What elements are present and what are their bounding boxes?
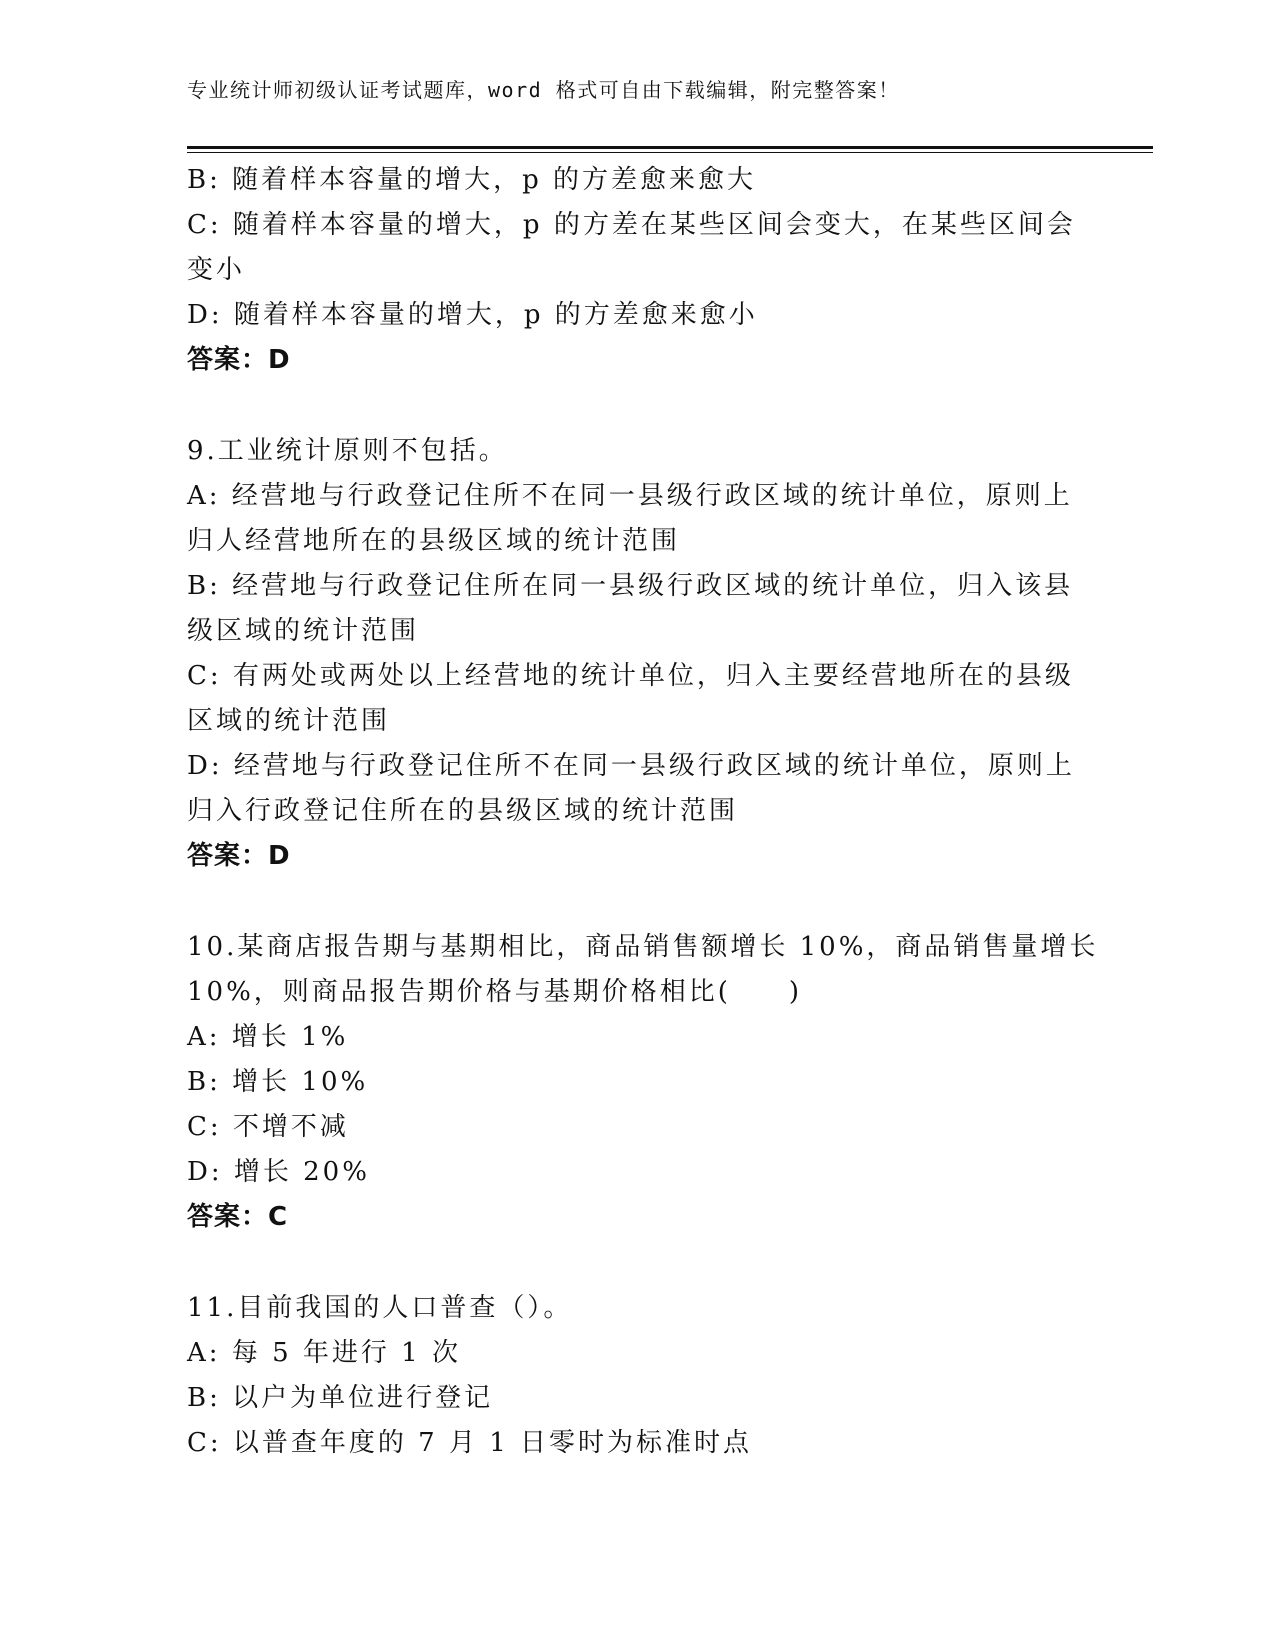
question-block — [187, 925, 1099, 1240]
option-line: 归入行政登记住所在的县级区域的统计范围 — [187, 796, 739, 826]
question-stem: 9.工业统计原则不包括。 — [187, 436, 508, 466]
option-line: C: 有两处或两处以上经营地的统计单位，归入主要经营地所在的县级 — [187, 661, 1074, 691]
option-line: C: 以普查年度的 7 月 1 日零时为标准时点 — [187, 1428, 753, 1458]
option-line: C: 随着样本容量的增大，p 的方差在某些区间会变大，在某些区间会 — [187, 210, 1076, 240]
option-line: D: 随着样本容量的增大，p 的方差愈来愈小 — [187, 300, 758, 330]
option-line: B: 以户为单位进行登记 — [187, 1383, 494, 1413]
header-rule-thin — [187, 152, 1153, 153]
page-header: 专业统计师初级认证考试题库，word 格式可自由下载编辑，附完整答案！ — [187, 78, 900, 102]
option-line: A: 增长 1% — [187, 1022, 349, 1052]
question-stem: 10%，则商品报告期价格与基期价格相比( ) — [187, 977, 803, 1007]
option-line: A: 每 5 年进行 1 次 — [187, 1338, 461, 1368]
question-stem: 10.某商店报告期与基期相比，商品销售额增长 10%，商品销售量增长 — [187, 932, 1099, 962]
question-content — [187, 158, 1099, 1466]
question-block — [187, 429, 1087, 879]
option-line: C: 不增不减 — [187, 1112, 349, 1142]
question-stem: 11.目前我国的人口普查（）。 — [187, 1293, 573, 1323]
option-line: A: 经营地与行政登记住所不在同一县级行政区域的统计单位，原则上 — [187, 481, 1073, 511]
question-block — [187, 158, 1087, 383]
option-line: 区域的统计范围 — [187, 706, 391, 736]
question-block — [187, 1286, 1087, 1466]
option-line: B: 增长 10% — [187, 1067, 369, 1097]
option-line: 变小 — [187, 255, 246, 285]
header-rule-thick — [187, 146, 1153, 149]
option-line: D: 增长 20% — [187, 1157, 370, 1187]
option-line: B: 随着样本容量的增大，p 的方差愈来愈大 — [187, 165, 757, 195]
option-line: B: 经营地与行政登记住所在同一县级行政区域的统计单位，归入该县 — [187, 571, 1074, 601]
option-line: 归人经营地所在的县级区域的统计范围 — [187, 526, 681, 556]
answer-line: 答案：C — [187, 1202, 289, 1232]
option-line: D: 经营地与行政登记住所不在同一县级行政区域的统计单位，原则上 — [187, 751, 1075, 781]
answer-line: 答案：D — [187, 345, 291, 375]
option-line: 级区域的统计范围 — [187, 616, 420, 646]
answer-line: 答案：D — [187, 841, 291, 871]
